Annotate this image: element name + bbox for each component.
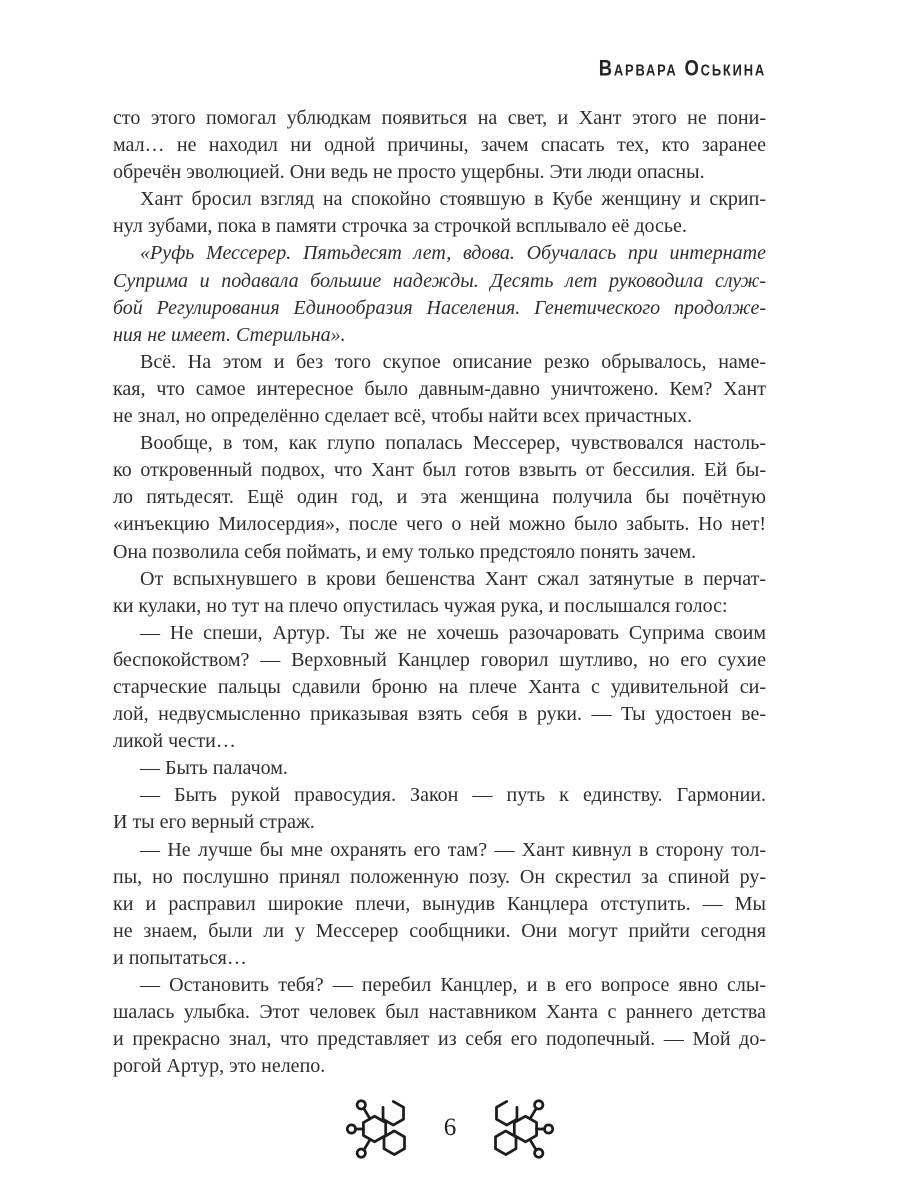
page-number: 6 [443,1113,457,1141]
text-line: — Не лучше бы мне охранять его там? — Хант кивнул в сторону тол- [140,838,766,861]
molecule-ornament-right-icon [489,1098,554,1160]
text-block [113,105,766,1080]
page-footer [0,1098,900,1160]
text-line: «Руфь Мессерер. Пятьдесят лет, вдова. Обучалась при интернате [140,242,766,265]
text-line: И ты его верный страж. [113,811,315,834]
text-line: ния не имеет. Стерильна». [113,323,346,346]
text-line: «инъекцию Милосердия», после чего о ней можно было забыть. Но нет! [113,513,766,536]
paragraph [113,349,766,430]
text-line: пы, но послушно принял положенную позу. Он скрестил за спиной ру- [113,865,766,888]
text-line: — Быть рукой правосудия. Закон — путь к единству. Гармонии. [140,784,766,807]
text-line: бой Регулирования Единообразия Населения. Генетического продолже- [113,296,766,319]
text-line: — Не спеши, Артур. Ты же не хочешь разочаровать Суприма своим [140,621,766,644]
text-line: Вообще, в том, как глупо попалась Мессерер, чувствовался настоль- [140,432,766,455]
text-line: старческие пальцы сдавили броню на плече Ханта с удивительной си- [113,675,766,698]
paragraph [113,186,766,240]
text-line: Суприма и подавала большие надежды. Десять лет руководила служ- [113,269,766,292]
text-line: — Быть палачом. [140,757,288,780]
text-line: шалась улыбка. Этот человек был наставником Ханта с раннего детства [113,1001,766,1024]
text-line: ки кулаки, но тут на плечо опустилась чужая рука, и послышался голос: [113,594,728,617]
text-line: кая, что самое интересное было давным-давно уничтожено. Кем? Хант [113,377,766,400]
text-line: не знал, но определённо сделает всё, чтобы найти всех причастных. [113,405,693,428]
text-line: нул зубами, пока в памяти строчка за строчкой всплывало её досье. [113,215,687,238]
paragraph [113,755,766,782]
text-line: и прекрасно знал, что представляет из себя его подопечный. — Мой до- [113,1028,766,1051]
text-line: сто этого помогал ублюдкам появиться на свет, и Хант этого не пони- [113,107,766,129]
text-line: ликой чести… [113,730,236,753]
text-line: лой, недвусмысленно приказывая взять себя в руки. — Ты удостоен ве- [113,703,766,726]
paragraph [113,620,766,755]
paragraph [113,566,766,620]
text-line: ки и расправил широкие плечи, вынудив Канцлера отступить. — Мы [113,892,766,915]
text-line: Всё. На этом и без того скупое описание резко обрывалось, наме- [140,350,766,373]
text-line: и попытаться… [113,946,247,969]
paragraph [113,240,766,348]
text-line: Она позволила себя поймать, и ему только предстояло понять зачем. [113,540,697,563]
text-line: Хант бросил взгляд на спокойно стоявшую в Кубе женщину и скрип- [140,188,766,211]
paragraph [113,782,766,836]
text-line: не знаем, были ли у Мессерер сообщники. Они могут прийти сегодня [113,919,766,942]
text-line: рогой Артур, это нелепо. [113,1055,326,1078]
text-line: ло пятьдесят. Ещё один год, и эта женщина получила бы почётную [113,486,766,509]
molecule-ornament-left-icon [346,1098,411,1160]
paragraph [113,105,766,186]
text-line: беспокойством? — Верховный Канцлер говорил шутливо, но его сухие [113,648,766,671]
paragraph [113,837,766,972]
text-line: мал… не находил ни одной причины, зачем спасать тех, кто заранее [113,134,766,157]
text-line: обречён эволюцией. Они ведь не просто ущербны. Эти люди опасны. [113,161,705,184]
paragraph [113,972,766,1080]
text-line: ко откровенный подвох, что Хант был готов взвыть от бессилия. Ей бы- [113,459,766,482]
text-line: — Остановить тебя? — перебил Канцлер, и в его вопросе явно слы- [140,974,766,996]
text-line: От вспыхнувшего в крови бешенства Хант сжал затянутые в перчат- [140,567,766,590]
paragraph [113,430,766,565]
running-head-author: Варвара Оськина [598,56,766,82]
